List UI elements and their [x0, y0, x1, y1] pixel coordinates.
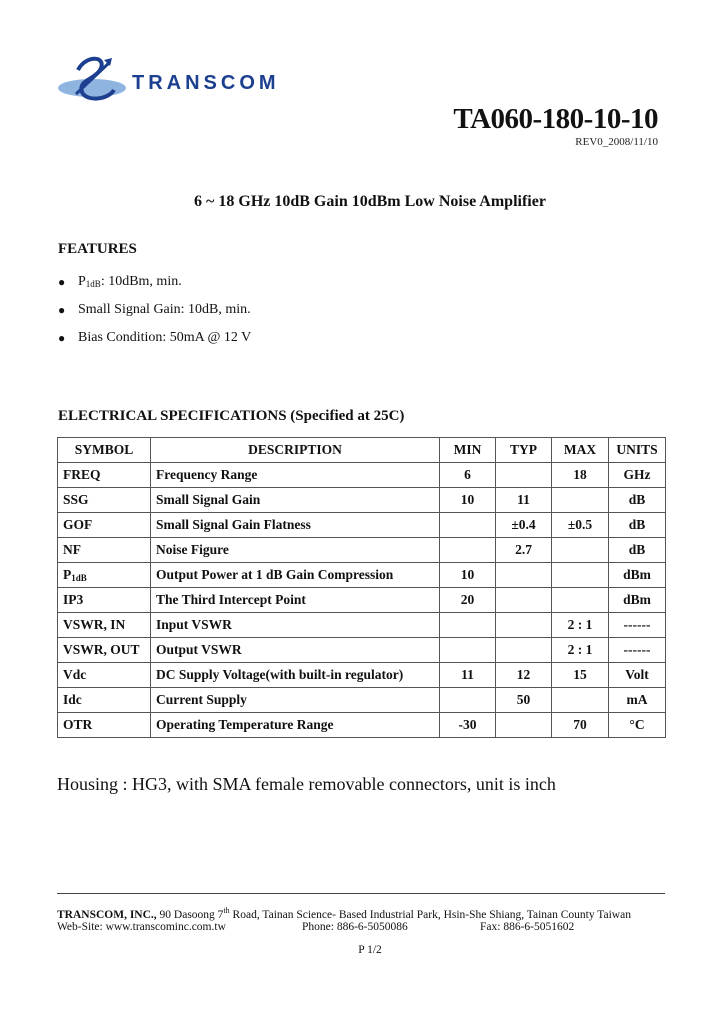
cell-units: ------ [609, 613, 666, 638]
table-row [58, 663, 666, 688]
cell-symbol: OTR [58, 713, 151, 738]
cell-units: dB [609, 488, 666, 513]
cell-description: Output VSWR [151, 638, 440, 663]
cell-max: ±0.5 [552, 513, 609, 538]
cell-max [552, 488, 609, 513]
cell-typ: 11 [496, 488, 552, 513]
table-row [58, 538, 666, 563]
cell-typ: 50 [496, 688, 552, 713]
bullet-icon: ● [58, 275, 66, 289]
table-row [58, 613, 666, 638]
cell-max [552, 538, 609, 563]
cell-description: DC Supply Voltage(with built-in regulator) [151, 663, 440, 688]
table-row [58, 688, 666, 713]
footer-website: Web-Site: www.transcominc.com.tw [57, 921, 226, 933]
cell-max [552, 563, 609, 588]
cell-symbol: FREQ [58, 463, 151, 488]
col-header-units: UNITS [609, 438, 666, 463]
bullet-icon: ● [58, 331, 66, 345]
cell-symbol: VSWR, OUT [58, 638, 151, 663]
cell-symbol: $P_{1dB}$ [58, 563, 151, 588]
footer-address [57, 906, 631, 921]
cell-units: dB [609, 538, 666, 563]
cell-typ [496, 713, 552, 738]
col-header-description: DESCRIPTION [151, 438, 440, 463]
table-row [58, 563, 666, 588]
feature-label: : 10dBm, min. [100, 274, 182, 289]
cell-min: 10 [440, 563, 496, 588]
footer-phone: Phone: 886-6-5050086 [302, 921, 408, 933]
cell-min [440, 538, 496, 563]
table-row [58, 638, 666, 663]
specs-table-body [58, 463, 666, 738]
cell-max [552, 588, 609, 613]
table-row [58, 463, 666, 488]
cell-units: Volt [609, 663, 666, 688]
cell-max: 2 : 1 [552, 613, 609, 638]
document-title: 6 ~ 18 GHz 10dB Gain 10dBm Low Noise Amplifier [194, 193, 546, 210]
cell-typ [496, 563, 552, 588]
specs-table [57, 437, 666, 738]
cell-min: 20 [440, 588, 496, 613]
feature-item [58, 329, 251, 357]
cell-symbol: IP3 [58, 588, 151, 613]
revision-date: REV0_2008/11/10 [575, 136, 658, 148]
cell-symbol: NF [58, 538, 151, 563]
cell-units: dBm [609, 563, 666, 588]
feature-label: Small Signal Gain: 10dB, min. [78, 302, 251, 317]
cell-min [440, 688, 496, 713]
cell-description: Small Signal Gain Flatness [151, 513, 440, 538]
footer-company: TRANSCOM, INC., [57, 908, 157, 921]
company-logo [56, 50, 306, 106]
cell-symbol: GOF [58, 513, 151, 538]
cell-typ [496, 613, 552, 638]
cell-description: Small Signal Gain [151, 488, 440, 513]
footer-address-start: 90 Dasoong 7 [156, 908, 224, 921]
specs-heading: ELECTRICAL SPECIFICATIONS (Specified at 25C) [58, 408, 405, 424]
col-header-typ: TYP [496, 438, 552, 463]
cell-units: °C [609, 713, 666, 738]
cell-typ: 2.7 [496, 538, 552, 563]
cell-symbol: Idc [58, 688, 151, 713]
transcom-logo-icon [56, 50, 130, 106]
cell-units: mA [609, 688, 666, 713]
cell-max [552, 688, 609, 713]
cell-symbol: SSG [58, 488, 151, 513]
feature-prefix: P [78, 274, 86, 289]
cell-typ [496, 463, 552, 488]
feature-item [58, 273, 251, 301]
cell-max: 18 [552, 463, 609, 488]
symbol-subscript: 1dB [71, 573, 87, 583]
col-header-symbol: SYMBOL [58, 438, 151, 463]
table-header-row [58, 438, 666, 463]
cell-description: Output Power at 1 dB Gain Compression [151, 563, 440, 588]
cell-description: Current Supply [151, 688, 440, 713]
cell-description: The Third Intercept Point [151, 588, 440, 613]
footer-address-end: Road, Tainan Science- Based Industrial Park, Hsin-She Shiang, Tainan County Taiwan [229, 908, 631, 921]
part-number: TA060-180-10-10 [453, 103, 658, 135]
cell-max: 15 [552, 663, 609, 688]
col-header-max: MAX [552, 438, 609, 463]
cell-description: Noise Figure [151, 538, 440, 563]
footer-fax: Fax: 886-6-5051602 [480, 921, 575, 933]
cell-min: 11 [440, 663, 496, 688]
cell-typ: ±0.4 [496, 513, 552, 538]
cell-symbol: VSWR, IN [58, 613, 151, 638]
cell-min [440, 613, 496, 638]
table-row [58, 588, 666, 613]
cell-units: dB [609, 513, 666, 538]
cell-description: Frequency Range [151, 463, 440, 488]
feature-label: Bias Condition: 50mA @ 12 V [78, 330, 252, 345]
cell-description: Input VSWR [151, 613, 440, 638]
cell-max: 2 : 1 [552, 638, 609, 663]
logo-wordmark: TRANSCOM [132, 72, 280, 94]
cell-units: dBm [609, 588, 666, 613]
cell-description: Operating Temperature Range [151, 713, 440, 738]
cell-units: ------ [609, 638, 666, 663]
cell-units: GHz [609, 463, 666, 488]
feature-list [58, 273, 251, 357]
feature-subscript: 1dB [85, 279, 101, 289]
cell-min: 10 [440, 488, 496, 513]
cell-typ [496, 638, 552, 663]
housing-note: Housing : HG3, with SMA female removable connectors, unit is inch [57, 774, 556, 794]
bullet-icon: ● [58, 303, 66, 317]
cell-max: 70 [552, 713, 609, 738]
cell-min [440, 513, 496, 538]
cell-typ [496, 588, 552, 613]
footer-address-sup: th [223, 906, 230, 915]
feature-item [58, 301, 251, 329]
table-row [58, 513, 666, 538]
cell-min: -30 [440, 713, 496, 738]
cell-min [440, 638, 496, 663]
col-header-min: MIN [440, 438, 496, 463]
table-row [58, 488, 666, 513]
page-number: P 1/2 [358, 944, 382, 956]
cell-symbol: Vdc [58, 663, 151, 688]
features-heading: FEATURES [58, 241, 137, 257]
cell-min: 6 [440, 463, 496, 488]
cell-typ: 12 [496, 663, 552, 688]
table-row [58, 713, 666, 738]
footer-divider [57, 893, 665, 894]
